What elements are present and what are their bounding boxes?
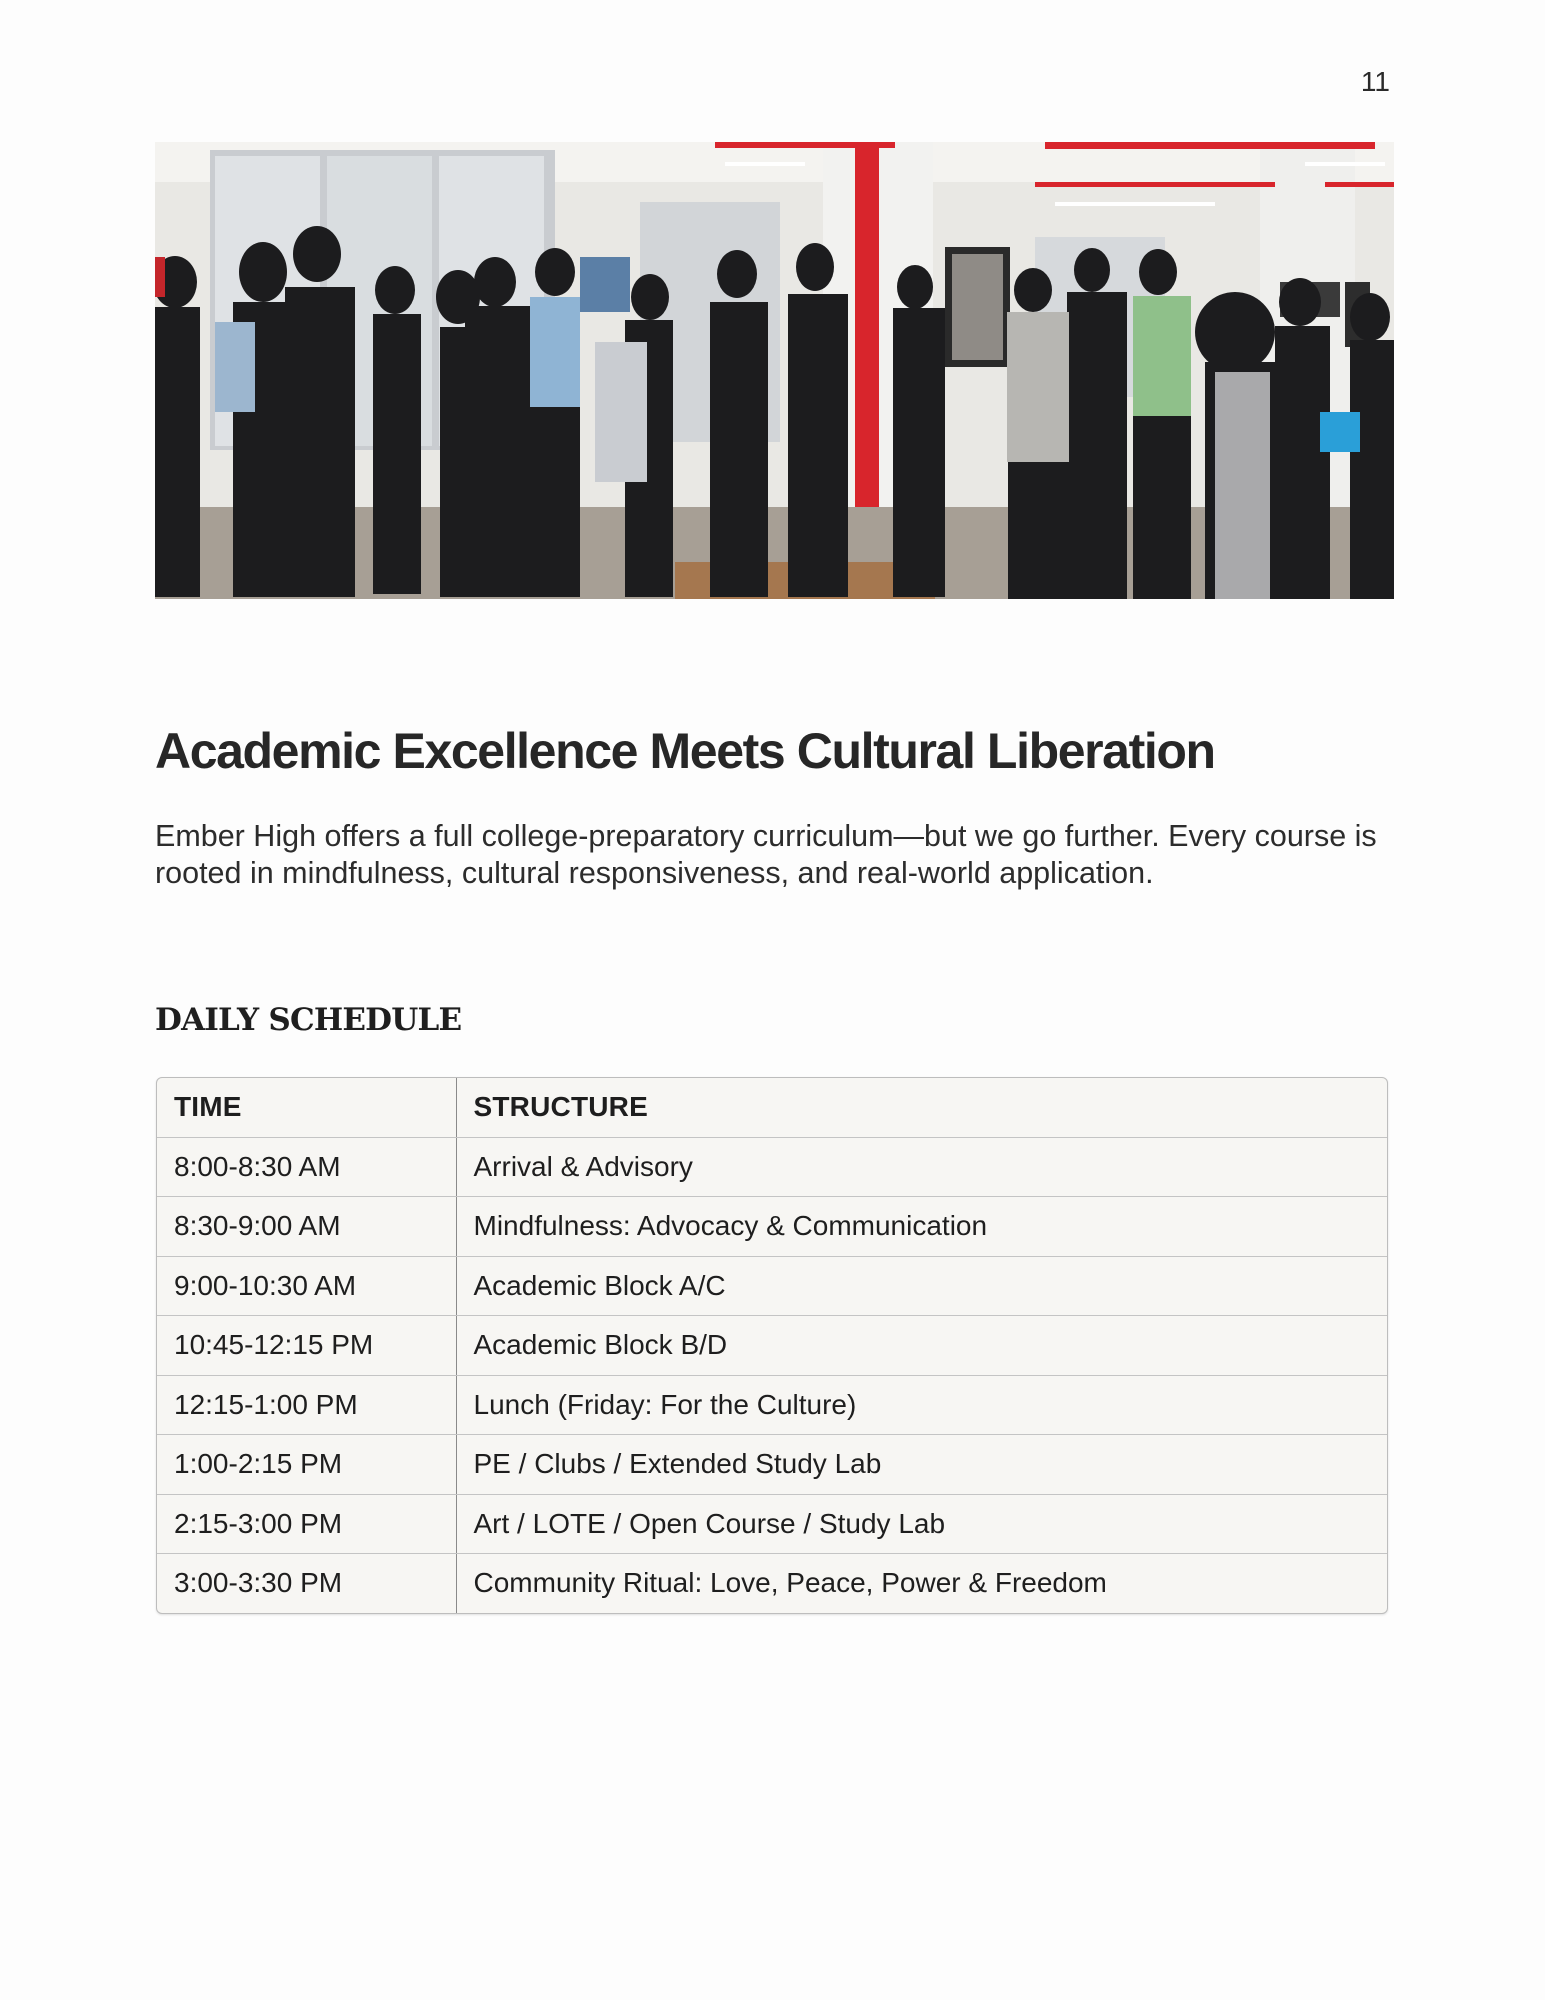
time-cell: 12:15-1:00 PM (157, 1375, 456, 1435)
table-row (157, 1137, 1387, 1197)
table-row (157, 1554, 1387, 1613)
table-row (157, 1494, 1387, 1554)
time-cell: 1:00-2:15 PM (157, 1435, 456, 1495)
time-cell: 8:30-9:00 AM (157, 1197, 456, 1257)
structure-cell: Academic Block B/D (456, 1316, 1387, 1376)
schedule-table-container (156, 1077, 1388, 1614)
group-photo-illustration (155, 142, 1394, 599)
structure-cell: Academic Block A/C (456, 1256, 1387, 1316)
table-row (157, 1375, 1387, 1435)
page-heading: Academic Excellence Meets Cultural Liberation (155, 723, 1215, 779)
time-cell: 2:15-3:00 PM (157, 1494, 456, 1554)
structure-cell: Community Ritual: Love, Peace, Power & Freedom (473, 1567, 1107, 1599)
time-cell: 10:45-12:15 PM (157, 1316, 456, 1376)
column-header-structure: STRUCTURE (456, 1078, 1387, 1137)
column-header-time: TIME (157, 1078, 456, 1137)
table-row (157, 1435, 1387, 1495)
time-cell: 9:00-10:30 AM (157, 1256, 456, 1316)
schedule-table (157, 1078, 1387, 1613)
structure-cell: Lunch (Friday: For the Culture) (456, 1375, 1387, 1435)
group-photo (155, 142, 1394, 599)
intro-paragraph: Ember High offers a full college-preparatory curriculum—but we go further. Every course is rooted in mindfulness, cultural responsiveness, and real-world application. (155, 819, 1377, 890)
schedule-title: DAILY SCHEDULE (155, 1002, 462, 1038)
table-header-row (157, 1078, 1387, 1137)
structure-cell: Mindfulness: Advocacy & Communication (456, 1197, 1387, 1257)
structure-cell: Art / LOTE / Open Course / Study Lab (456, 1494, 1387, 1554)
table-row (157, 1197, 1387, 1257)
table-row (157, 1256, 1387, 1316)
structure-cell: Arrival & Advisory (456, 1137, 1387, 1197)
table-row (157, 1316, 1387, 1376)
time-cell: 3:00-3:30 PM (157, 1554, 456, 1613)
time-cell: 8:00-8:30 AM (157, 1137, 456, 1197)
page-number: 11 (1360, 66, 1390, 97)
structure-cell: PE / Clubs / Extended Study Lab (456, 1435, 1387, 1495)
